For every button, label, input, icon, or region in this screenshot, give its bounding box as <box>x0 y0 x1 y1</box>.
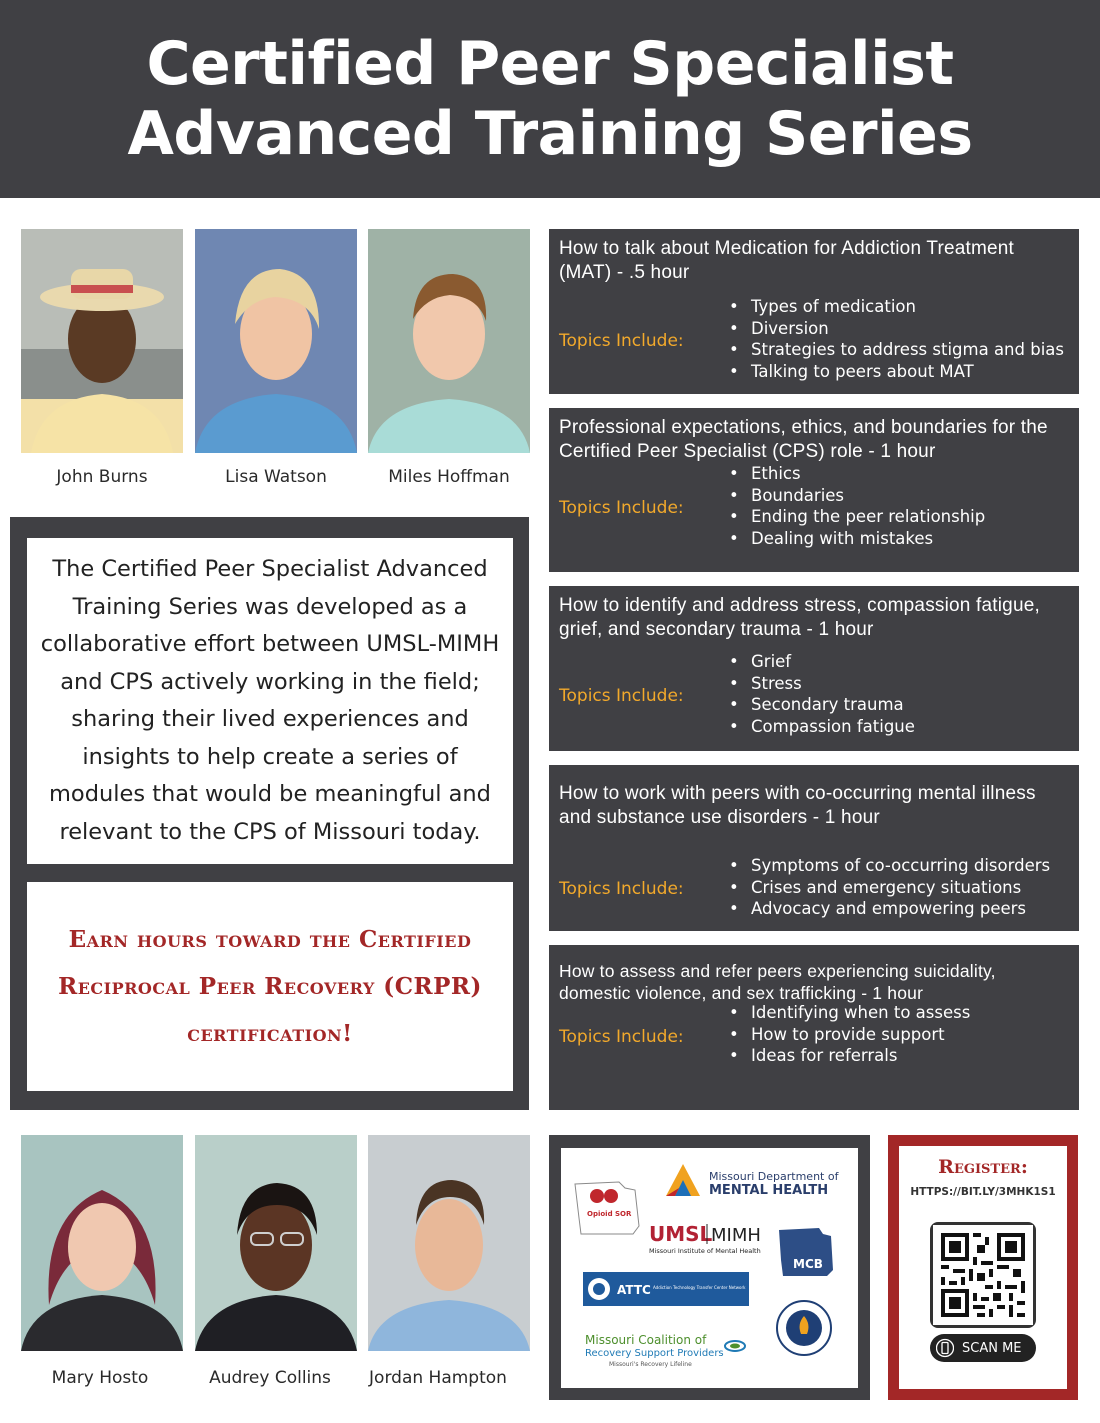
presenter-name: Lisa Watson <box>225 467 327 487</box>
topic-box <box>549 765 1079 931</box>
topic-list <box>725 1002 970 1067</box>
list-item: • Ending the peer relationship <box>725 506 985 528</box>
umsl-mimh-logo <box>649 1222 761 1255</box>
presenter-photo-audrey-collins <box>195 1135 357 1351</box>
topic-box <box>549 408 1079 572</box>
list-item: • Grief <box>725 651 915 673</box>
partner-logos-box <box>561 1148 858 1388</box>
register-title: Register: <box>938 1156 1028 1178</box>
mimh-text: MIMH <box>711 1225 761 1246</box>
topic-title: Professional expectations, ethics, and boundaries for the Certified Peer Specialist (CPS) role - 1 hour <box>559 417 1048 462</box>
list-item: • Crises and emergency situations <box>725 877 1050 899</box>
presenter-name: Audrey Collins <box>209 1368 331 1388</box>
topic-title: How to talk about Medication for Addiction Treatment (MAT) - .5 hour <box>559 238 1015 283</box>
topic-box <box>549 586 1079 751</box>
opioid-sor-text: Opioid SOR <box>587 1210 632 1218</box>
qr-code-icon <box>933 1225 1033 1325</box>
coalition-text-line-2: Recovery Support Providers <box>585 1348 724 1359</box>
presenter-photo-miles-hoffman <box>368 229 530 453</box>
partner-logos <box>561 1148 858 1388</box>
scan-me-button[interactable] <box>930 1334 1036 1362</box>
coalition-logo <box>585 1333 745 1368</box>
presenter-name: Miles Hoffman <box>388 467 510 487</box>
attc-full-text: Addiction Technology Transfer Center Network <box>653 1285 746 1290</box>
list-item: • Symptoms of co-occurring disorders <box>725 855 1050 877</box>
topics-include-label: Topics Include: <box>559 879 684 899</box>
qr-code[interactable] <box>930 1222 1036 1328</box>
list-item: • Dealing with mistakes <box>725 528 985 550</box>
coalition-tagline: Missouri's Recovery Lifeline <box>609 1361 692 1368</box>
mimh-full-text: Missouri Institute of Mental Health <box>649 1247 761 1255</box>
list-item: • Identifying when to assess <box>725 1002 970 1024</box>
list-item: • Advocacy and empowering peers <box>725 898 1050 920</box>
list-item: • Ideas for referrals <box>725 1045 970 1067</box>
topic-list <box>725 296 1064 382</box>
topic-box <box>549 229 1079 394</box>
topic-box <box>549 945 1079 1110</box>
cps-seal-logo <box>777 1301 831 1355</box>
earn-hours-box <box>27 882 513 1091</box>
list-item: • Boundaries <box>725 485 985 507</box>
topic-title: How to assess and refer peers experiencing suicidality, domestic violence, and sex trafficking - 1 hour <box>559 961 996 1003</box>
dmh-text-line-2: MENTAL HEALTH <box>709 1183 829 1198</box>
description-text: The Certified Peer Specialist Advanced Training Series was developed as a collaborative effort between UMSL-MIMH and CPS actively working in the field; sharing their lived experiences and insights to help create a series of modules that would be meaningful and relevant to the CPS of Missouri today. <box>40 556 500 845</box>
opioid-sor-logo <box>575 1182 639 1234</box>
attc-text: ATTC <box>617 1283 651 1297</box>
topics-include-label: Topics Include: <box>559 331 684 351</box>
presenter-name: John Burns <box>56 467 148 487</box>
dmh-logo <box>666 1164 840 1198</box>
list-item: • How to provide support <box>725 1024 970 1046</box>
list-item: • Stress <box>725 673 915 695</box>
list-item: • Secondary trauma <box>725 694 915 716</box>
dmh-text-line-1: Missouri Department of <box>709 1170 839 1183</box>
topics-include-label: Topics Include: <box>559 686 684 706</box>
header-banner <box>0 0 1100 198</box>
list-item: • Ethics <box>725 463 985 485</box>
presenter-name: Mary Hosto <box>51 1368 149 1388</box>
topic-list <box>725 651 915 737</box>
umsl-text: UMSL <box>649 1222 713 1246</box>
earn-hours-text: Earn hours toward the Certified Reciprocal Peer Recovery (CRPR) certification! <box>58 926 482 1047</box>
topic-list <box>725 855 1050 920</box>
coalition-text-line-1: Missouri Coalition of <box>585 1333 707 1347</box>
topics-include-label: Topics Include: <box>559 1027 684 1047</box>
description-box <box>27 538 513 864</box>
presenter-photo-john-burns <box>21 229 183 453</box>
topic-title: How to work with peers with co-occurring mental illness and substance use disorders - 1 hour <box>559 783 1036 828</box>
presenter-photo-jordan-hampton <box>368 1135 530 1351</box>
page-title-line-2: Advanced Training Series <box>127 99 973 169</box>
mcb-text: MCB <box>793 1257 823 1271</box>
topics-include-label: Topics Include: <box>559 498 684 518</box>
list-item: • Talking to peers about MAT <box>725 361 1064 383</box>
scan-me-label: SCAN ME <box>962 1340 1022 1356</box>
presenter-photo-lisa-watson <box>195 229 357 453</box>
topic-list <box>725 463 985 549</box>
attc-logo <box>583 1272 749 1306</box>
list-item: • Types of medication <box>725 296 1064 318</box>
phone-icon <box>936 1338 954 1358</box>
list-item: • Strategies to address stigma and bias <box>725 339 1064 361</box>
presenter-photo-mary-hosto <box>21 1135 183 1351</box>
list-item: • Diversion <box>725 318 1064 340</box>
list-item: • Compassion fatigue <box>725 716 915 738</box>
topic-title: How to identify and address stress, compassion fatigue, grief, and secondary trauma - 1 hour <box>559 595 1040 640</box>
presenter-name: Jordan Hampton <box>369 1368 507 1388</box>
mcb-logo <box>779 1228 833 1276</box>
register-url-link[interactable]: HTTPS://BIT.LY/3MHK1S1 <box>910 1186 1056 1198</box>
page-title-line-1: Certified Peer Specialist <box>146 29 954 99</box>
